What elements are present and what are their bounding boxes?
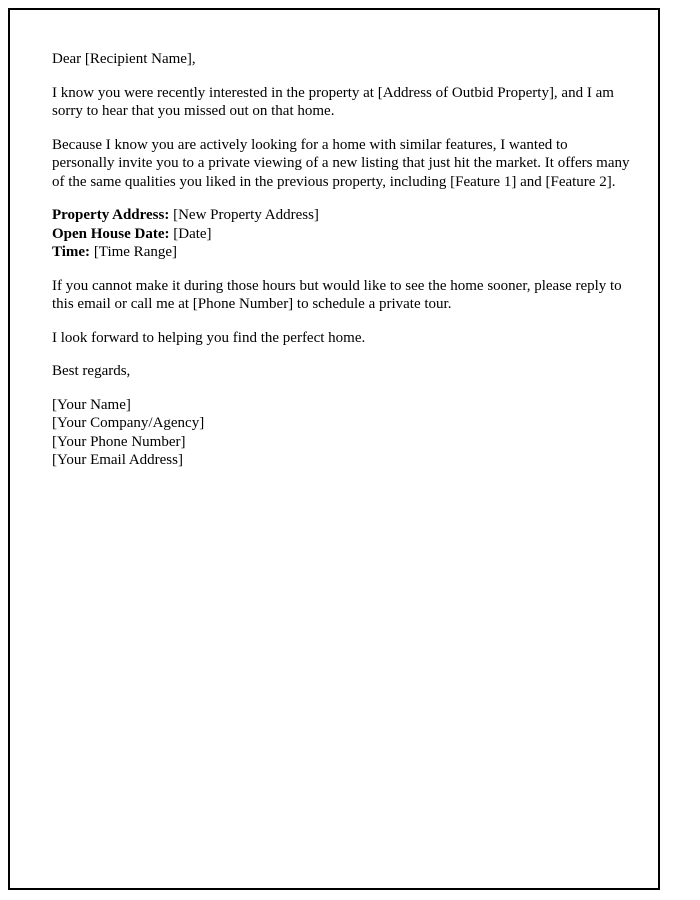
signature-name: [Your Name]: [52, 396, 131, 413]
detail-label-time: Time:: [52, 244, 91, 260]
paragraph-invite: Because I know you are actively looking for a home with similar features, I wanted to personally invite you to a private viewing of a new listing that just hit the market. It offers many of the same qualities you liked in the previous property, including [Feature 1] and [Feature 2].: [52, 136, 630, 190]
detail-time: [52, 243, 630, 262]
paragraph-intro: I know you were recently interested in the property at [Address of Outbid Property], and I am sorry to hear that you missed out on that home.: [52, 84, 614, 119]
signature-email: [Your Email Address]: [52, 452, 183, 468]
paragraph-alternative: If you cannot make it during those hours but would like to see the home sooner, please reply to this email or call me at [Phone Number] to schedule a private tour.: [52, 277, 622, 312]
sign-off-line: Best regards,: [52, 363, 131, 379]
greeting-line: Dear [Recipient Name],: [52, 51, 196, 67]
detail-value-open-house-date: [Date]: [173, 225, 212, 242]
letter-body: [52, 50, 630, 470]
signature-company: [Your Company/Agency]: [52, 415, 205, 431]
signature-block: [52, 396, 630, 470]
letter-page: [8, 8, 660, 890]
paragraph-closing: I look forward to helping you find the perfect home.: [52, 329, 366, 346]
signature-phone: [Your Phone Number]: [52, 433, 186, 450]
detail-open-house-date: [52, 225, 630, 244]
detail-label-open-house-date: Open House Date:: [52, 225, 170, 242]
detail-value-time: [Time Range]: [93, 244, 178, 260]
detail-label-property-address: Property Address:: [52, 207, 170, 223]
property-details-block: [52, 206, 630, 262]
detail-value-property-address: [New Property Address]: [173, 207, 319, 223]
detail-property-address: [52, 206, 630, 225]
